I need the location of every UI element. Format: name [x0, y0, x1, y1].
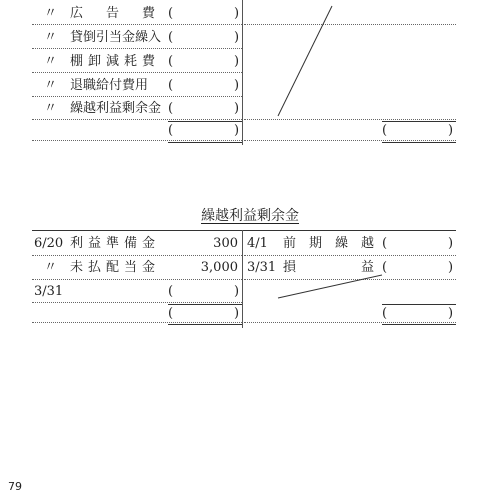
ditto-mark: 〃: [44, 78, 58, 93]
account-name: 繰越利益剰余金: [70, 101, 162, 116]
amount-open-paren: (: [168, 78, 174, 93]
amount-open-paren: (: [382, 236, 388, 251]
total-open-paren: (: [382, 123, 388, 138]
amount-open-paren: (: [168, 6, 174, 21]
ditto-mark: 〃: [44, 54, 58, 69]
debit-amount: 300: [213, 236, 238, 251]
credit-date: 3/31: [247, 260, 277, 275]
filler-diagonal-lower: [278, 275, 382, 298]
amount-open-paren: (: [168, 30, 174, 45]
debit-account: 未払配当金: [70, 260, 161, 275]
total-close-paren: ): [234, 123, 240, 138]
amount-close-paren: ): [234, 54, 240, 69]
amount-open-paren: (: [168, 54, 174, 69]
debit-date: 6/20: [34, 236, 64, 251]
amount-close-paren: ): [234, 78, 240, 93]
debit-date: 3/31: [34, 284, 64, 299]
total-close-paren: ): [448, 123, 454, 138]
amount-close-paren: ): [234, 30, 240, 45]
debit-date: 〃: [44, 260, 58, 275]
ditto-mark: 〃: [44, 101, 58, 116]
credit-date: 4/1: [247, 236, 268, 251]
amount-open-paren: (: [168, 101, 174, 116]
ditto-mark: 〃: [44, 6, 58, 21]
credit-account: 前 期 繰 越: [283, 236, 375, 251]
total-close-paren: ): [448, 306, 454, 321]
debit-account: 利益準備金: [70, 236, 161, 251]
amount-open-paren: (: [382, 260, 388, 275]
amount-close-paren: ): [234, 6, 240, 21]
amount-close-paren: ): [234, 284, 240, 299]
total-open-paren: (: [168, 123, 174, 138]
account-name: 退職給付費用: [70, 78, 149, 93]
amount-close-paren: ): [448, 260, 454, 275]
debit-amount: 3,000: [200, 260, 238, 275]
filler-diagonal-upper: [278, 6, 332, 116]
amount-close-paren: ): [234, 101, 240, 116]
account-name: 棚卸減耗費: [70, 54, 161, 69]
ledger-title-text: 繰越利益剰余金: [201, 208, 299, 224]
account-name: 広 告 費: [70, 6, 161, 21]
total-close-paren: ): [234, 306, 240, 321]
account-name: 貸倒引当金繰入: [70, 30, 162, 45]
amount-open-paren: (: [168, 284, 174, 299]
total-open-paren: (: [382, 306, 388, 321]
ditto-mark: 〃: [44, 30, 58, 45]
total-open-paren: (: [168, 306, 174, 321]
amount-close-paren: ): [448, 236, 454, 251]
page-number: 79: [8, 480, 22, 493]
credit-account: 損 益: [283, 260, 375, 275]
